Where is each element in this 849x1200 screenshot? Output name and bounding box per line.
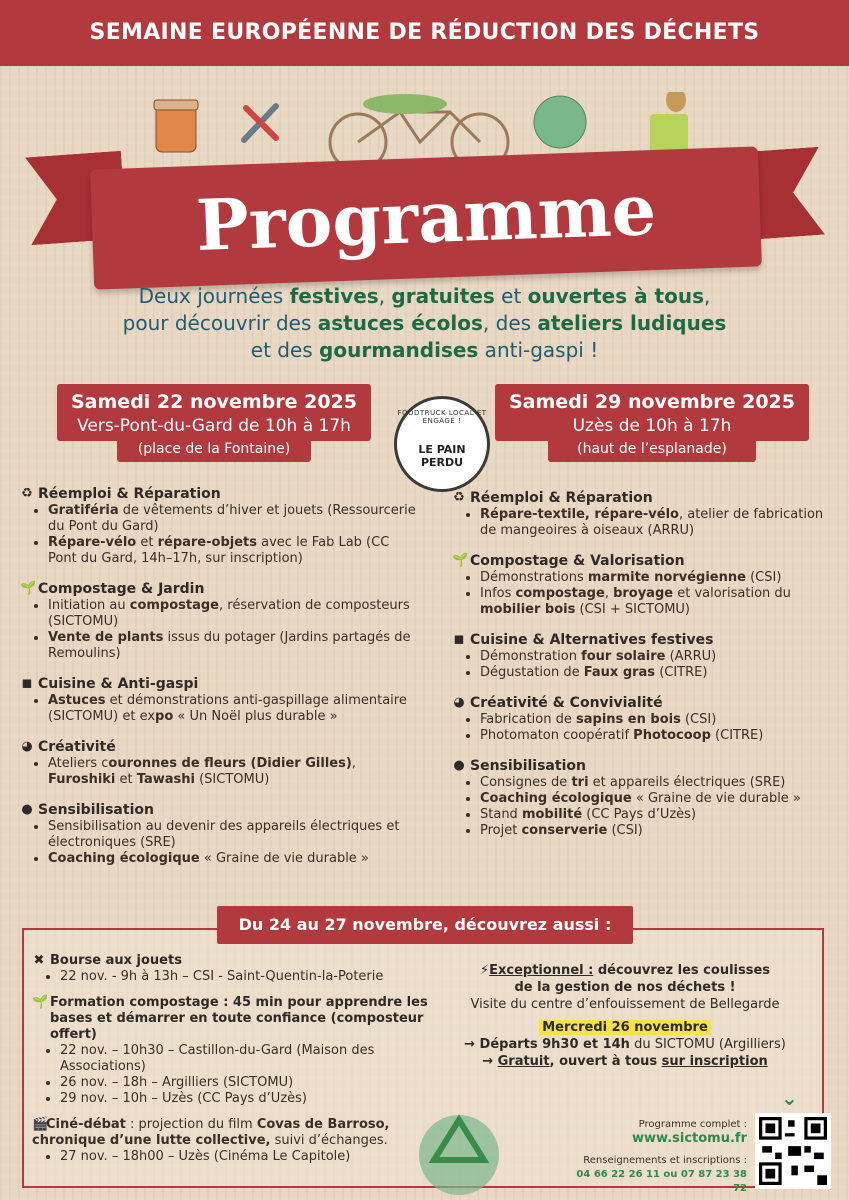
jar-icon bbox=[154, 100, 198, 152]
day2-detail-box bbox=[548, 436, 756, 462]
list-item: • Infos compostage, broyage et valorisation du mobilier bois (CSI + SICTOMU) bbox=[480, 586, 837, 618]
recycle-icon: ♻ bbox=[21, 486, 33, 501]
list-item: • Projet conserverie (CSI) bbox=[480, 823, 837, 839]
lightning-icon: ⚡ bbox=[479, 963, 490, 978]
globe-icon: ● bbox=[21, 802, 33, 817]
day2-place: Uzès de 10h à 17h bbox=[572, 416, 732, 436]
logo-name: LE PAIN PERDU bbox=[418, 443, 466, 469]
left-section-sensibilisation: ● Sensibilisation • Sensibilisation au devenir des appareils électriques et électroniques (SRE) • Coaching écologique « Graine de vie durable » bbox=[20, 802, 420, 867]
right-section-reemploi: ♻ Réemploi & Réparation • Répare-textile, répare-vélo, atelier de fabrication de mangeoires à oiseaux (ARRU) bbox=[452, 490, 837, 539]
list-item: • Fabrication de sapins en bois (CSI) bbox=[480, 712, 837, 728]
day1-program bbox=[20, 486, 420, 881]
qr-code-icon bbox=[759, 1117, 827, 1185]
list-item: • Stand mobilité (CC Pays d’Uzès) bbox=[480, 807, 837, 823]
left-section-reemploi: ♻ Réemploi & Réparation • Gratiféria de vêtements d’hiver et jouets (Ressourcerie du Pont du Gard) • Répare-vélo et répare-objets avec le Fab Lab (CC Pont du Gard, 14h–17h, sur inscription) bbox=[20, 486, 420, 567]
right-section-compostage: 🌱 Compostage & Valorisation • Démonstrations marmite norvégienne (CSI) • Infos compostage, broyage et valorisation du mobilier bois (CSI + SICTOMU) bbox=[452, 553, 837, 618]
list-item: • Démonstration four solaire (ARRU) bbox=[480, 649, 837, 665]
foodtruck-logo bbox=[394, 396, 490, 492]
pot-icon: ◼ bbox=[21, 676, 33, 691]
palette-icon: ◕ bbox=[21, 739, 33, 754]
tools-icon bbox=[244, 106, 276, 140]
page-title: Programme bbox=[194, 167, 658, 268]
palette-icon: ◕ bbox=[453, 695, 465, 710]
phone-numbers: 04 66 22 26 11 ou 07 87 23 38 72 bbox=[576, 1169, 747, 1194]
list-item: • 22 nov. - 9h à 13h – CSI - Saint-Quentin-la-Poterie bbox=[60, 969, 437, 985]
day1-place: Vers-Pont-du-Gard de 10h à 17h bbox=[77, 416, 351, 436]
right-section-sensibilisation: ● Sensibilisation • Consignes de tri et appareils électriques (SRE) • Coaching écologique « Graine de vie durable » • Stand mobilité (CC Pays d’Uzès) • Projet conserverie (CSI) bbox=[452, 758, 837, 839]
list-item: • 29 nov. – 10h – Uzès (CC Pays d’Uzès) bbox=[60, 1091, 437, 1107]
left-section-creativite: ◕ Créativité • Ateliers couronnes de fleurs (Didier Gilles), Furoshiki et Tawashi (SICTOMU) bbox=[20, 739, 420, 788]
list-item: • Consignes de tri et appareils électriques (SRE) bbox=[480, 775, 837, 791]
intro-line-2: pour découvrir des astuces écolos, des ateliers ludiques bbox=[122, 311, 727, 335]
sprout-icon: 🌱 bbox=[32, 995, 49, 1010]
right-section-cuisine: ◼ Cuisine & Alternatives festives • Démonstration four solaire (ARRU) • Dégustation de Faux gras (CITRE) bbox=[452, 632, 837, 681]
knit-bag-icon bbox=[534, 96, 586, 148]
list-item: • Astuces et démonstrations anti-gaspillage alimentaire (SICTOMU) et expo « Un Noël plus durable » bbox=[48, 693, 420, 725]
list-item: • 26 nov. – 18h – Argilliers (SICTOMU) bbox=[60, 1075, 437, 1091]
list-item: • Vente de plants issus du potager (Jardins partagés de Remoulins) bbox=[48, 630, 420, 662]
week-bourse: ✖ Bourse aux jouets • 22 nov. - 9h à 13h – CSI - Saint-Quentin-la-Poterie bbox=[32, 953, 437, 985]
header-title: SEMAINE EUROPÉENNE DE RÉDUCTION DES DÉCHETS bbox=[0, 0, 849, 66]
list-item: • Photomaton coopératif Photocoop (CITRE) bbox=[480, 728, 837, 744]
list-item: • Dégustation de Faux gras (CITRE) bbox=[480, 665, 837, 681]
clapper-icon: 🎬 bbox=[32, 1117, 49, 1132]
intro-text bbox=[30, 283, 819, 364]
sprout-icon: 🌱 bbox=[452, 553, 469, 568]
chevron-down-icon: ⌄ bbox=[781, 1086, 798, 1110]
list-item: • Initiation au compostage, réservation de composteurs (SICTOMU) bbox=[48, 598, 420, 630]
sprout-icon: 🌱 bbox=[20, 581, 37, 596]
website-link[interactable]: www.sictomu.fr bbox=[632, 1131, 747, 1146]
list-item: • Ateliers couronnes de fleurs (Didier Gilles), Furoshiki et Tawashi (SICTOMU) bbox=[48, 756, 420, 788]
exceptionnel-block: ⚡Exceptionnel : découvrez les coulisses de la gestion de nos déchets ! Visite du centre d’enfouissement de Bellegarde Mercredi 26 novembre → Départs 9h30 et 14h du SICTOMU (Argilliers) → Gratuit, ouvert à tous sur inscription bbox=[464, 963, 786, 1069]
list-item: • Gratiféria de vêtements d’hiver et jouets (Ressourcerie du Pont du Gard) bbox=[48, 503, 420, 535]
pot-icon: ◼ bbox=[453, 632, 465, 647]
left-section-compostage: 🌱 Compostage & Jardin • Initiation au compostage, réservation de composteurs (SICTOMU) • Vente de plants issus du potager (Jardins partagés de Remoulins) bbox=[20, 581, 420, 662]
intro-line-1: Deux journées festives, gratuites et ouvertes à tous, bbox=[138, 284, 711, 308]
week-banner: Du 24 au 27 novembre, découvrez aussi : bbox=[217, 906, 633, 944]
contact-block: Programme complet : www.sictomu.fr Renseignements et inscriptions : 04 66 22 26 11 ou 07 87 23 38 72 bbox=[576, 1119, 747, 1194]
day1-box bbox=[57, 384, 371, 441]
basket-icon bbox=[363, 94, 447, 114]
teddy-icon: ✖ bbox=[33, 953, 45, 968]
left-section-cuisine: ◼ Cuisine & Anti-gaspi • Astuces et démonstrations anti-gaspillage alimentaire (SICTOMU) et expo « Un Noël plus durable » bbox=[20, 676, 420, 725]
globe-icon: ● bbox=[453, 758, 465, 773]
day2-program bbox=[452, 490, 837, 853]
list-item: • 27 nov. – 18h00 – Uzès (Cinéma Le Capitole) bbox=[60, 1149, 437, 1165]
day1-detail: (place de la Fontaine) bbox=[137, 441, 291, 457]
list-item: • Démonstrations marmite norvégienne (CSI) bbox=[480, 570, 837, 586]
day2-detail: (haut de l’esplanade) bbox=[577, 441, 727, 457]
qr-code[interactable] bbox=[755, 1113, 831, 1189]
recycle-globe-icon bbox=[404, 1100, 514, 1200]
list-item: • Répare-vélo et répare-objets avec le Fab Lab (CC Pont du Gard, 14h–17h, sur inscription) bbox=[48, 535, 420, 567]
week-formation: 🌱 Formation compostage : 45 min pour apprendre les bases et démarrer en toute confiance (composteur offert) • 22 nov. – 10h30 – Castillon-du-Gard (Maison des Associations) • 26 nov. – 18h – Argilliers (SICTOMU) • 29 nov. – 10h – Uzès (CC Pays d’Uzès) bbox=[32, 995, 437, 1107]
list-item: • Coaching écologique « Graine de vie durable » bbox=[48, 851, 420, 867]
day2-box bbox=[495, 384, 809, 441]
day2-date: Samedi 29 novembre 2025 bbox=[509, 391, 795, 413]
week-cine: 🎬Ciné-débat : projection du film Covas de Barroso, chronique d’une lutte collective, suivi d’échanges. • 27 nov. – 18h00 – Uzès (Cinéma Le Capitole) bbox=[32, 1117, 437, 1165]
list-item: • Sensibilisation au devenir des appareils électriques et électroniques (SRE) bbox=[48, 819, 420, 851]
intro-line-3: et des gourmandises anti-gaspi ! bbox=[250, 338, 599, 362]
week-left-column bbox=[32, 953, 437, 1175]
day1-detail-box bbox=[117, 436, 311, 462]
list-item: • 22 nov. – 10h30 – Castillon-du-Gard (Maison des Associations) bbox=[60, 1043, 437, 1075]
list-item: • Répare-textile, répare-vélo, atelier de fabrication de mangeoires à oiseaux (ARRU) bbox=[480, 507, 837, 539]
recycle-icon: ♻ bbox=[453, 490, 465, 505]
logo-arc-text: FOODTRUCK LOCAL ET ENGAGÉ ! bbox=[397, 409, 487, 425]
right-section-creativite: ◕ Créativité & Convivialité • Fabrication de sapins en bois (CSI) • Photomaton coopératif Photocoop (CITRE) bbox=[452, 695, 837, 744]
day1-date: Samedi 22 novembre 2025 bbox=[71, 391, 357, 413]
list-item: • Coaching écologique « Graine de vie durable » bbox=[480, 791, 837, 807]
